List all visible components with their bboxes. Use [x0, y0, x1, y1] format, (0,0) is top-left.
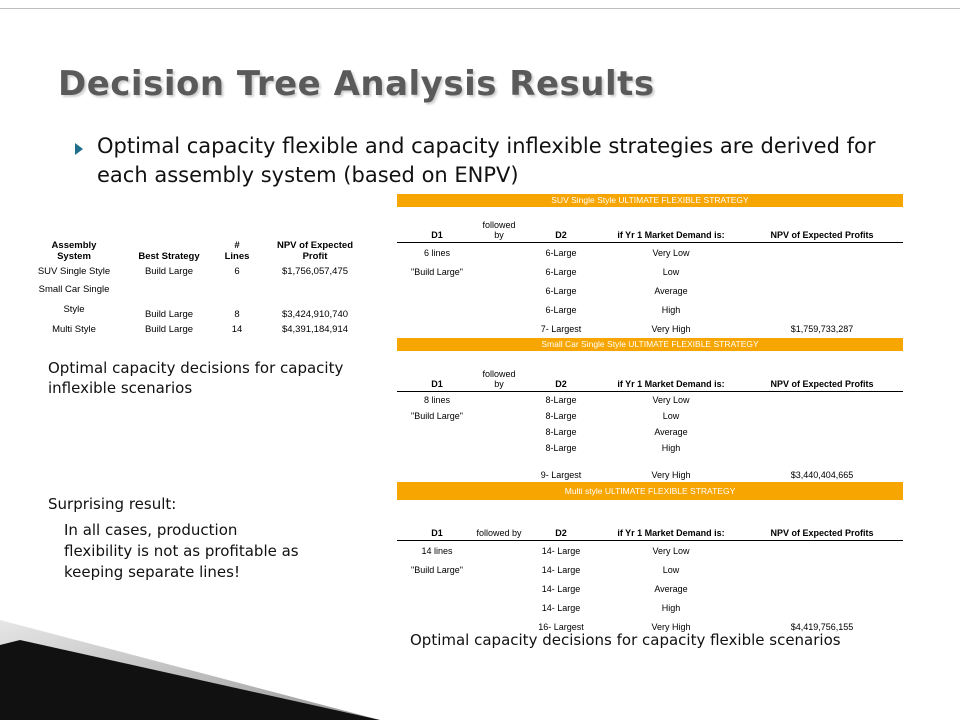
cell-demand: Low — [662, 564, 680, 575]
header-demand: if Yr 1 Market Demand is: — [617, 379, 725, 389]
bullet-text: Optimal capacity flexible and capacity inflexible strategies are derived for each assembly system (based on ENPV) — [97, 134, 876, 187]
header-followed-by: followed by — [482, 369, 516, 389]
table-header-row — [397, 351, 903, 392]
cell-d2: 8-Large — [545, 411, 577, 421]
cell-demand: Very Low — [652, 545, 690, 556]
cell-d2: 7- Largest — [540, 323, 582, 334]
cell-npv: $4,419,756,155 — [790, 622, 854, 632]
header-d2: D2 — [555, 379, 567, 389]
cell-demand: Average — [654, 583, 688, 594]
cell-d2: 8-Large — [545, 443, 577, 453]
multi-band: Multi style ULTIMATE FLEXIBLE STRATEGY — [397, 482, 903, 500]
suv-band: SUV Single Style ULTIMATE FLEXIBLE STRATEGY — [397, 194, 903, 207]
table-row — [397, 408, 903, 424]
header-d1: D1 — [431, 379, 443, 389]
table-row — [397, 541, 903, 560]
cell-npv: $1,759,733,287 — [790, 323, 854, 334]
cell-d2: 6-Large — [545, 304, 577, 315]
cell-npv: $4,391,184,914 — [281, 323, 349, 335]
inflexible-table — [26, 240, 372, 338]
cell-d1: 8 lines — [423, 395, 450, 405]
header-followed-by: followed by — [476, 528, 522, 538]
table-row — [26, 280, 372, 320]
header-d1: D1 — [431, 230, 443, 240]
cell-d1: "Build Large" — [411, 564, 463, 575]
cell-d2: 16- Largest — [538, 622, 584, 632]
cell-lines: 8 — [234, 309, 240, 320]
header-demand: if Yr 1 Market Demand is: — [617, 230, 725, 240]
top-divider — [0, 8, 960, 9]
inflexible-caption: Optimal capacity decisions for capacity inflexible scenarios — [48, 359, 344, 397]
table-row — [397, 300, 903, 319]
table-row — [397, 424, 903, 440]
cell-lines: 6 — [234, 265, 240, 277]
cell-d2: 6-Large — [545, 266, 577, 277]
header-best-strategy: Best Strategy — [138, 251, 200, 262]
cell-demand: Very High — [651, 622, 691, 632]
cell-system: Multi Style — [52, 323, 96, 335]
cell-strategy: Build Large — [144, 309, 194, 320]
header-d2: D2 — [555, 528, 567, 538]
cell-demand: High — [661, 443, 681, 453]
cell-demand: Average — [654, 285, 688, 296]
cell-d2: 8-Large — [545, 395, 577, 405]
cell-d1: "Build Large" — [411, 411, 463, 421]
table-row — [26, 262, 372, 280]
cell-demand: Average — [654, 427, 688, 437]
cell-demand: Very Low — [652, 247, 690, 258]
cell-npv: $3,424,910,740 — [281, 309, 349, 320]
table-header-row — [26, 240, 372, 262]
cell-d1: 14 lines — [421, 545, 453, 556]
cell-d2: 14- Large — [541, 602, 581, 613]
cell-d1: 6 lines — [423, 247, 450, 258]
table-row — [397, 560, 903, 579]
decorative-wedge — [0, 620, 380, 720]
cell-d2: 8-Large — [545, 427, 577, 437]
header-followed-by: followed by — [482, 220, 516, 240]
cell-npv: $3,440,404,665 — [790, 470, 854, 480]
slide-title: Decision Tree Analysis Results — [58, 64, 655, 104]
header-npv: NPV of Expected Profits — [770, 379, 874, 389]
cell-demand: Low — [662, 411, 680, 421]
cell-system: SUV Single Style — [37, 265, 111, 277]
surprising-heading: Surprising result: — [48, 495, 177, 513]
table-row — [397, 243, 903, 262]
table-row — [397, 598, 903, 617]
header-npv: NPV of Expected Profits — [770, 230, 874, 240]
table-row — [397, 456, 903, 480]
wedge-dark-shape — [0, 640, 380, 720]
surprising-body: In all cases, production flexibility is not as profitable as keeping separate lines! — [64, 521, 299, 581]
cell-demand: High — [661, 304, 681, 315]
cell-d2: 14- Large — [541, 564, 581, 575]
header-npv: NPV of Expected Profits — [770, 528, 874, 538]
table-row — [397, 392, 903, 408]
header-text: Lines — [224, 251, 250, 262]
cell-d2: 6-Large — [545, 285, 577, 296]
table-row — [397, 579, 903, 598]
flexible-caption: Optimal capacity decisions for capacity flexible scenarios — [410, 631, 841, 649]
header-text: Assembly — [51, 240, 97, 251]
table-header-row — [397, 500, 903, 541]
header-lines — [216, 240, 258, 262]
header-text: Profit — [302, 251, 328, 262]
table-row — [397, 440, 903, 456]
header-text: # — [234, 240, 240, 251]
header-npv — [258, 240, 372, 262]
cell-lines: 14 — [231, 323, 243, 335]
small-car-band: Small Car Single Style ULTIMATE FLEXIBLE STRATEGY — [397, 338, 903, 351]
header-text: NPV of Expected — [276, 240, 354, 251]
bullet-arrow-icon — [75, 143, 83, 155]
header-d1: D1 — [431, 528, 443, 538]
cell-demand: Low — [662, 266, 680, 277]
header-text: System — [57, 251, 91, 262]
table-row — [26, 320, 372, 338]
table-row — [397, 281, 903, 300]
cell-demand: Very Low — [652, 395, 690, 405]
table-row — [397, 262, 903, 281]
cell-npv: $1,756,057,475 — [281, 265, 349, 277]
cell-d2: 14- Large — [541, 583, 581, 594]
cell-d2: 14- Large — [541, 545, 581, 556]
cell-demand: High — [661, 602, 681, 613]
table-row — [397, 319, 903, 338]
cell-demand: Very High — [651, 323, 691, 334]
header-demand: if Yr 1 Market Demand is: — [617, 528, 725, 538]
cell-demand: Very High — [651, 470, 691, 480]
cell-d2: 6-Large — [545, 247, 577, 258]
header-d2: D2 — [555, 230, 567, 240]
cell-d2: 9- Largest — [540, 470, 582, 480]
header-assembly-system — [26, 240, 122, 262]
table-header-row — [397, 207, 903, 243]
cell-system — [26, 280, 122, 320]
cell-text: Small Car Single — [38, 284, 110, 295]
cell-d1: "Build Large" — [411, 266, 463, 277]
cell-strategy: Build Large — [144, 323, 194, 335]
cell-strategy: Build Large — [144, 265, 194, 277]
flexible-strategy-tables — [397, 194, 903, 637]
cell-text: Style — [63, 304, 85, 315]
